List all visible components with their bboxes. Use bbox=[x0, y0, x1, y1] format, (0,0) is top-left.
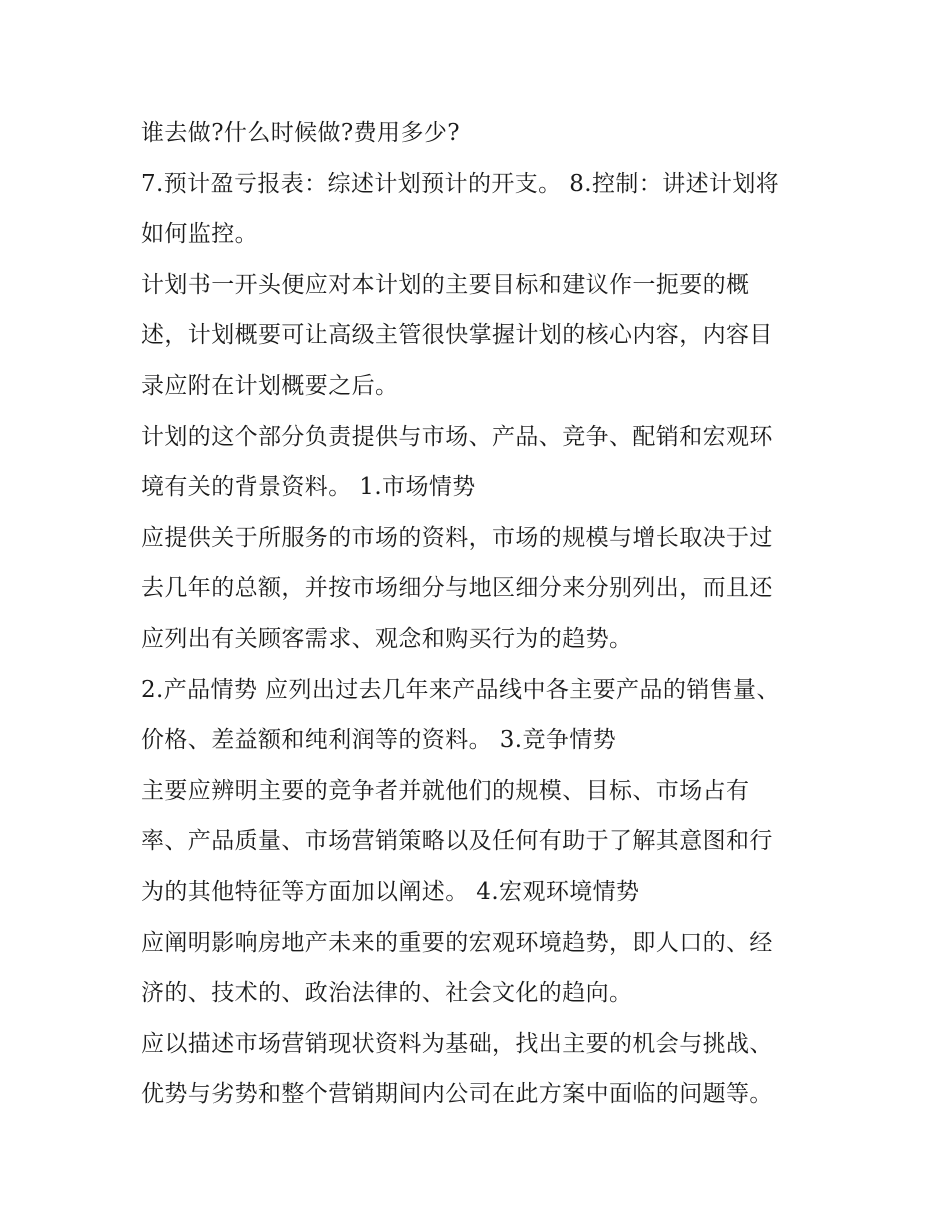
text-line: 为的其他特征等方面加以阐述。 4.宏观环境情势 bbox=[141, 878, 640, 905]
paragraph-3 bbox=[141, 260, 821, 412]
paragraph-6 bbox=[141, 665, 821, 766]
text-line: 2.产品情势 应列出过去几年来产品线中各主要产品的销售量、 bbox=[141, 676, 780, 703]
paragraph-5 bbox=[141, 513, 821, 665]
text-line: 应列出有关顾客需求、观念和购买行为的趋势。 bbox=[141, 625, 633, 652]
text-line: 谁去做?什么时候做?费用多少? bbox=[141, 120, 460, 146]
text-line: 应以描述市场营销现状资料为基础，找出主要的机会与挑战、 bbox=[141, 1030, 773, 1057]
text-line: 应提供关于所服务的市场的资料，市场的规模与增长取决于过 bbox=[141, 524, 773, 551]
text-line: 7.预计盈亏报表：综述计划预计的开支。 8.控制：讲述计划将 bbox=[141, 170, 780, 197]
text-line: 境有关的背景资料。 1.市场情势 bbox=[141, 474, 476, 501]
text-line: 如何监控。 bbox=[141, 221, 258, 248]
document-body bbox=[141, 108, 821, 1120]
text-line: 价格、差益额和纯利润等的资料。 3.竞争情势 bbox=[141, 727, 617, 754]
text-line: 主要应辨明主要的竞争者并就他们的规模、目标、市场占有 bbox=[141, 777, 750, 804]
text-line: 济的、技术的、政治法律的、社会文化的趋向。 bbox=[141, 980, 633, 1007]
text-line: 计划的这个部分负责提供与市场、产品、竞争、配销和宏观环 bbox=[141, 423, 773, 450]
paragraph-7 bbox=[141, 766, 821, 918]
paragraph-9 bbox=[141, 1019, 821, 1120]
text-line: 述，计划概要可让高级主管很快掌握计划的核心内容，内容目 bbox=[141, 322, 773, 349]
paragraph-8 bbox=[141, 918, 821, 1019]
text-line: 计划书一开头便应对本计划的主要目标和建议作一扼要的概 bbox=[141, 271, 750, 298]
text-line: 录应附在计划概要之后。 bbox=[141, 372, 399, 399]
paragraph-1 bbox=[141, 108, 821, 159]
paragraph-2 bbox=[141, 159, 821, 260]
text-line: 应阐明影响房地产未来的重要的宏观环境趋势，即人口的、经 bbox=[141, 929, 773, 956]
text-line: 去几年的总额，并按市场细分与地区细分来分别列出，而且还 bbox=[141, 575, 773, 602]
text-line: 优势与劣势和整个营销期间内公司在此方案中面临的问题等。 bbox=[141, 1081, 773, 1108]
text-line: 率、产品质量、市场营销策略以及任何有助于了解其意图和行 bbox=[141, 828, 773, 855]
paragraph-4 bbox=[141, 412, 821, 513]
